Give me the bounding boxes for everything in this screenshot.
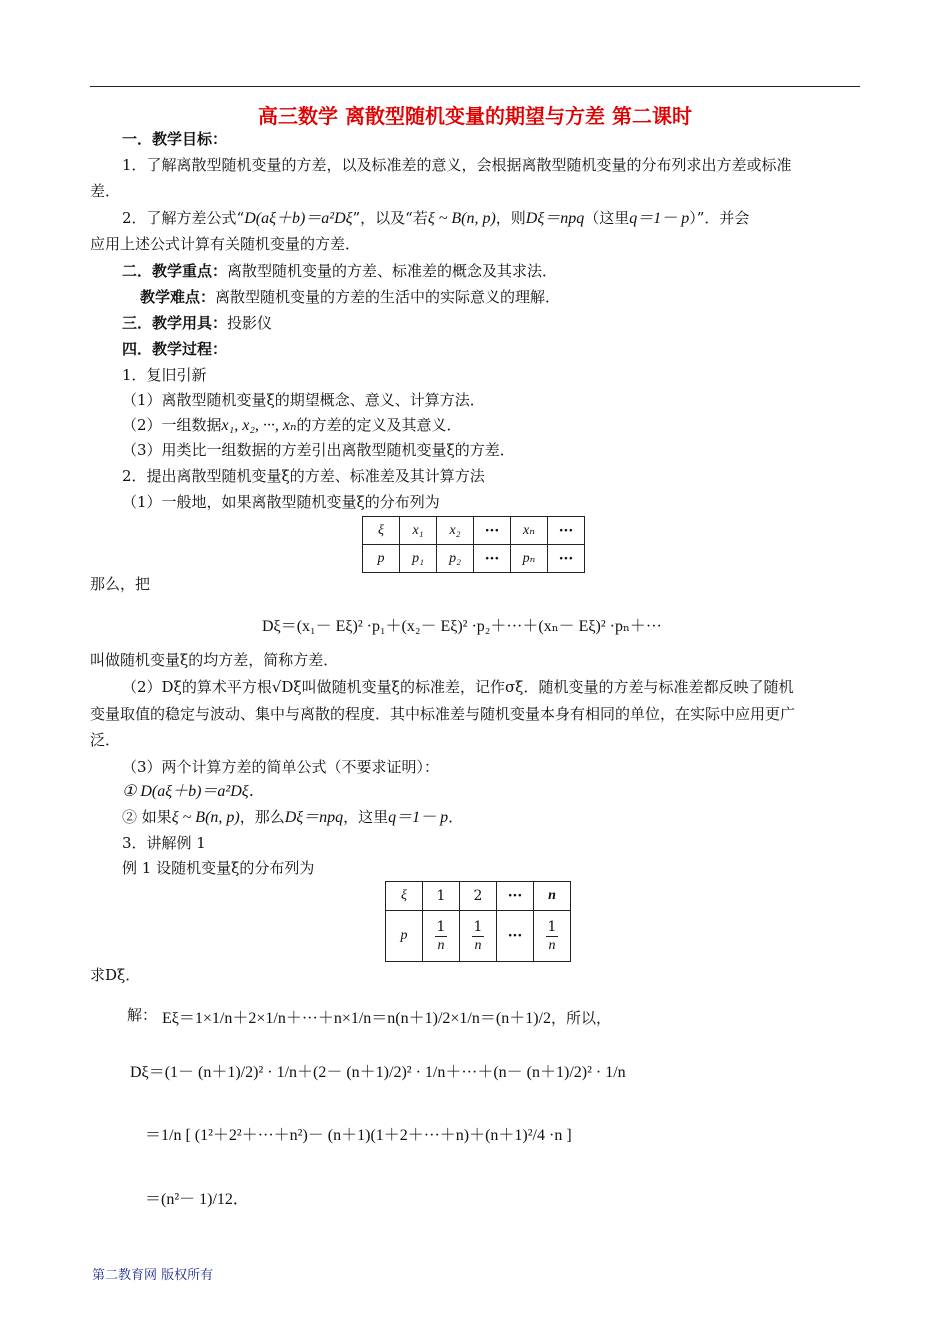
example-statement: 例 1 设随机变量ξ的分布列为 (122, 859, 315, 877)
review-p3: （3）用类比一组数据的方差引出离散型随机变量ξ的方差． (122, 441, 515, 459)
formula-property1: ① D(aξ＋b)＝a²Dξ． (122, 783, 265, 800)
section1-heading: 一．教学目标： (122, 130, 228, 148)
std-line1: （2）Dξ的算术平方根√Dξ叫做随机变量ξ的标准差，记作σξ．随机变量的方差与标准差都反映了随机 (122, 678, 794, 696)
then-text: 那么，把 (90, 575, 151, 593)
example-heading: 3．讲解例 1 (122, 834, 206, 852)
formula-property2: ② 如果ξ ~ B(n, p)，那么Dξ＝npq，这里q＝1－ p． (122, 808, 464, 826)
formula-binomial: ξ ~ B(n, p) (427, 210, 496, 227)
table-cell: x₁ (400, 517, 437, 545)
review-p1: （1）离散型随机变量ξ的期望概念、意义、计算方法． (122, 391, 485, 409)
example-table (385, 881, 571, 962)
goal2-line2: 应用上述公式计算有关随机变量的方差． (90, 235, 361, 253)
goal1-line2: 差． (90, 182, 121, 200)
variance-definition-formula: Dξ＝(x₁－ Eξ)² ·p₁＋(x₂－ Eξ)² ·p₂＋···＋(xₙ－ Eξ)² ·pₙ＋··· (262, 618, 662, 635)
table-cell: x₂ (437, 517, 474, 545)
tools: 三．教学用具：投影仪 (122, 314, 273, 332)
top-rule (90, 86, 860, 87)
table-cell: p (386, 911, 423, 962)
example-question: 求Dξ． (90, 966, 141, 984)
std-line2: 变量取值的稳定与波动、集中与离散的程度．其中标准差与随机变量本身有相同的单位，在实际中应用更广 (90, 705, 796, 723)
formula-q: q＝1－ p (629, 210, 690, 227)
solution-variance-result: ＝(n²－ 1)/12． (145, 1191, 249, 1208)
review-heading: 1．复旧引新 (122, 366, 207, 384)
table-cell: 2 (460, 882, 497, 911)
table-cell: n (534, 882, 571, 911)
table-cell: $\frac{1}{n}$ (534, 911, 571, 962)
section4-heading: 四．教学过程： (122, 340, 228, 358)
concept-heading: 2．提出离散型随机变量ξ的方差、标准差及其计算方法 (122, 467, 485, 485)
goal1-line1: 1．了解离散型随机变量的方差，以及标准差的意义，会根据离散型随机变量的分布列求出方差或标准 (122, 156, 792, 174)
variance-definition-text: 叫做随机变量ξ的均方差，简称方差． (90, 651, 339, 669)
table-cell: 1 (423, 882, 460, 911)
table-cell: ξ (386, 882, 423, 911)
table-cell: p₂ (437, 545, 474, 573)
goal2-line1: 2．了解方差公式“D(aξ＋b)＝a²Dξ”，以及“若ξ ~ B(n, p)，则Dξ＝npq（这里q＝1－ p）”．并会 (122, 209, 750, 227)
table-cell: ··· (497, 882, 534, 911)
solution-variance-line1: Dξ＝(1－ (n＋1)/2)² · 1/n＋(2－ (n＋1)/2)² · 1/n＋···＋(n－ (n＋1)/2)² · 1/n (130, 1064, 626, 1081)
table-cell: $\frac{1}{n}$ (460, 911, 497, 962)
table-cell: ··· (474, 517, 511, 545)
solution-expectation: Eξ＝1×1/n＋2×1/n＋···＋n×1/n＝n(n＋1)/2×1/n＝(n＋1)/2，所以， (162, 1009, 611, 1027)
concept-p1: （1）一般地，如果离散型随机变量ξ的分布列为 (122, 493, 440, 511)
table-cell: ξ (363, 517, 400, 545)
formula-binomial-variance: Dξ＝npq (525, 210, 585, 227)
difficulty: 教学难点：离散型随机变量的方差的生活中的实际意义的理解． (140, 288, 561, 306)
page-title: 高三数学 离散型随机变量的期望与方差 第二课时 (258, 104, 692, 128)
table-cell: ··· (548, 517, 585, 545)
review-p2: （2）一组数据x₁, x₂, ···, xₙ的方差的定义及其意义． (122, 416, 462, 434)
table-cell: ··· (497, 911, 534, 962)
solution-label: 解： (127, 1006, 158, 1024)
table-cell: p₁ (400, 545, 437, 573)
formula-variance-linear: D(aξ＋b)＝a²Dξ (244, 210, 353, 227)
table-cell: $\frac{1}{n}$ (423, 911, 460, 962)
table-cell: ··· (548, 545, 585, 573)
table-cell: pₙ (511, 545, 548, 573)
solution-variance-line2: ＝1/n [ (1²＋2²＋···＋n²)－ (n＋1)(1＋2＋···＋n)＋(n＋1)²/4 ·n ] (145, 1127, 572, 1144)
table-cell: xₙ (511, 517, 548, 545)
std-line3: 泛． (90, 731, 121, 749)
distribution-table (362, 516, 585, 573)
formulas-heading: （3）两个计算方差的简单公式（不要求证明）： (122, 758, 440, 776)
footer-copyright: 第二教育网 版权所有 (92, 1268, 214, 1283)
table-cell: p (363, 545, 400, 573)
key-points: 二．教学重点：离散型随机变量的方差、标准差的概念及其求法． (122, 262, 558, 280)
table-cell: ··· (474, 545, 511, 573)
